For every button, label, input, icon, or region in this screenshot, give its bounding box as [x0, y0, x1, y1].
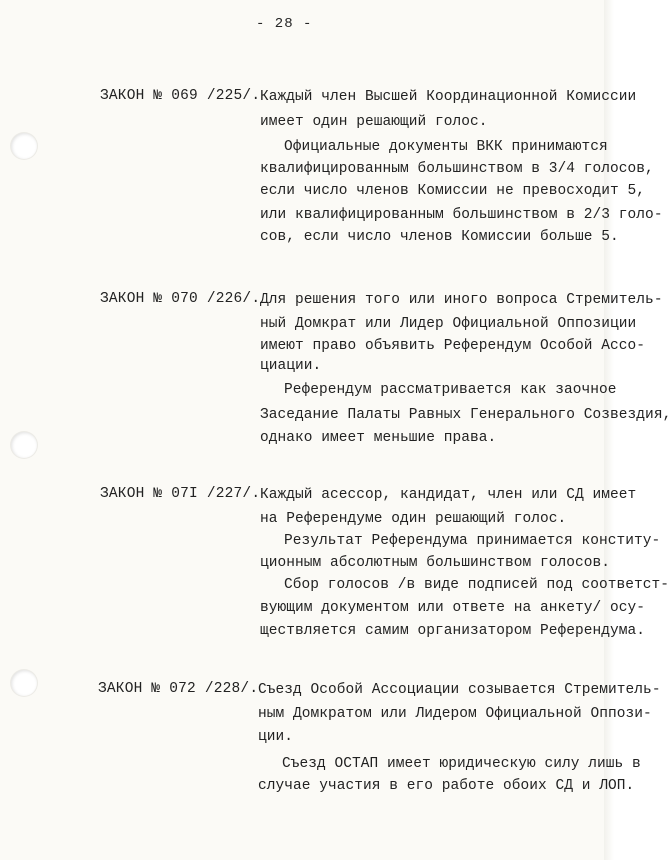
text-line: имеет один решающий голос.	[260, 114, 488, 130]
text-line: сов, если число членов Комиссии больше 5.	[260, 229, 619, 245]
law-text	[260, 291, 671, 456]
text-line: ществляется самим организатором Референдума.	[260, 623, 646, 639]
text-line: Заседание Палаты Равных Генерального Созвездия,	[260, 407, 671, 423]
text-line: Официальные документы ВКК принимаются	[284, 139, 608, 155]
text-line: квалифицированным большинством в 3/4 голосов,	[260, 161, 654, 177]
text-line: имеют право объявить Референдум Особой Ассо-	[260, 338, 646, 354]
text-line: если число членов Комиссии не превосходит 5,	[260, 183, 646, 199]
text-line: циации.	[260, 358, 322, 374]
text-line: Каждый член Высшей Координационной Комиссии	[260, 89, 637, 105]
text-line: Съезд ОСТАП имеет юридическую силу лишь в	[282, 756, 641, 772]
punch-hole	[11, 133, 37, 159]
text-line: Результат Референдума принимается конститу-	[284, 533, 661, 549]
text-line: Съезд Особой Ассоциации созывается Стремитель-	[258, 682, 661, 698]
punch-hole	[11, 670, 37, 696]
text-line: ный Домкрат или Лидер Официальной Оппозиции	[260, 316, 637, 332]
text-line: или квалифицированным большинством в 2/3 голо-	[260, 207, 663, 223]
law-label: ЗАКОН № 07I /227/.	[100, 486, 261, 502]
law-label: ЗАКОН № 070 /226/.	[100, 291, 261, 307]
text-line: Сбор голосов /в виде подписей под соответст-	[284, 577, 670, 593]
page-number: - 28 -	[256, 16, 313, 32]
text-line: Референдум рассматривается как заочное	[284, 382, 617, 398]
text-line: ным Домкратом или Лидером Официальной Оппози-	[258, 706, 652, 722]
text-line: ционным абсолютным большинством голосов.	[260, 555, 611, 571]
law-text	[260, 486, 670, 649]
law-label: ЗАКОН № 069 /225/.	[100, 88, 261, 104]
text-line: вующим документом или ответе на анкету/ осу-	[260, 600, 646, 616]
punch-hole	[11, 432, 37, 458]
text-line: Для решения того или иного вопроса Стремитель-	[260, 292, 663, 308]
law-label: ЗАКОН № 072 /228/.	[98, 681, 259, 697]
text-line: на Референдуме один решающий голос.	[260, 511, 567, 527]
text-line: Каждый асессор, кандидат, член или СД имеет	[260, 487, 637, 503]
text-line: ции.	[258, 729, 294, 745]
text-line: случае участия в его работе обоих СД и ЛОП.	[258, 778, 635, 794]
law-text	[258, 681, 661, 804]
text-line: однако имеет меньшие права.	[260, 430, 497, 446]
law-text	[260, 88, 663, 255]
